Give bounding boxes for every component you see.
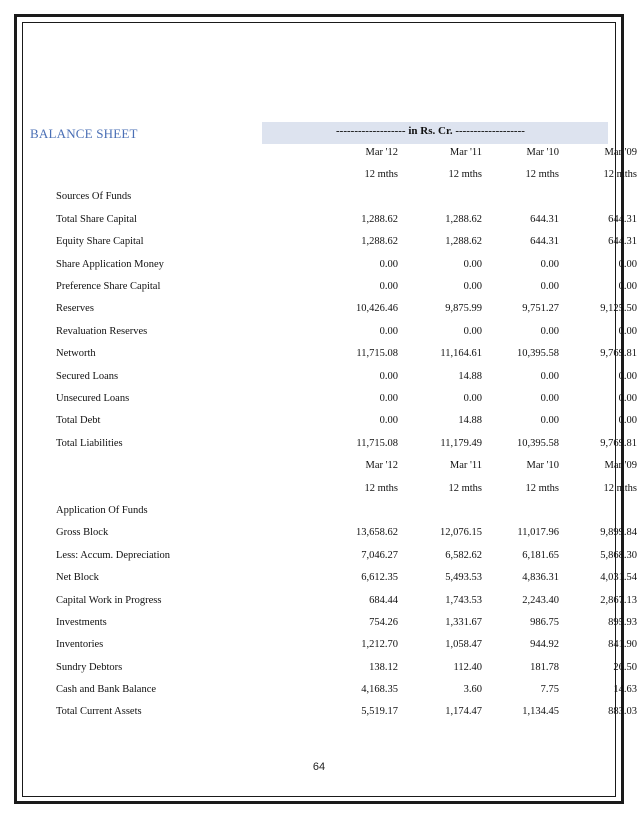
cell-value: 12 mths — [603, 169, 637, 181]
cell-value: 0.00 — [379, 258, 398, 270]
table-row — [56, 499, 637, 521]
row-label: Inventories — [56, 639, 104, 651]
cell-value: 0.00 — [379, 370, 398, 382]
cell-value — [559, 186, 637, 208]
cell-value: 1,058.47 — [445, 639, 482, 651]
row-label — [56, 163, 270, 185]
cell-value: 2,243.40 — [522, 594, 559, 606]
cell-value: 0.00 — [540, 258, 559, 270]
cell-value: 12 mths — [364, 169, 398, 181]
cell-value: 1,743.53 — [445, 594, 482, 606]
cell-value: 0.00 — [618, 325, 637, 337]
cell-value: 26.50 — [613, 661, 637, 673]
cell-value: 5,519.17 — [361, 706, 398, 718]
cell-value: 11,179.49 — [440, 437, 482, 449]
cell-value — [398, 186, 482, 208]
table-row — [56, 343, 637, 365]
table-row — [56, 477, 637, 499]
cell-value: 9,769.81 — [600, 348, 637, 360]
row-label: Total Liabilities — [56, 437, 123, 449]
cell-value: 0.00 — [618, 370, 637, 382]
row-label: Net Block — [56, 572, 99, 584]
cell-value: 12 mths — [603, 482, 637, 494]
cell-value — [559, 499, 637, 521]
row-label: Networth — [56, 348, 96, 360]
cell-value: Mar '12 — [365, 460, 398, 472]
cell-value: 0.00 — [463, 281, 482, 293]
table-row — [56, 589, 637, 611]
cell-value: 0.00 — [540, 325, 559, 337]
cell-value: 5,493.53 — [445, 572, 482, 584]
cell-value: 12 mths — [364, 482, 398, 494]
cell-value: 2,867.13 — [600, 594, 637, 606]
cell-value: 0.00 — [618, 281, 637, 293]
cell-value: 7.75 — [540, 684, 559, 696]
cell-value: 644.31 — [530, 213, 559, 225]
table-row — [56, 163, 637, 185]
cell-value: 12 mths — [525, 482, 559, 494]
cell-value: 0.00 — [463, 258, 482, 270]
row-label: Secured Loans — [56, 370, 119, 382]
cell-value: 14.63 — [613, 684, 637, 696]
cell-value: 0.00 — [379, 415, 398, 427]
cell-value: Mar '11 — [449, 146, 482, 158]
cell-value: 0.00 — [540, 415, 559, 427]
row-label: Reserves — [56, 303, 94, 315]
cell-value: 0.00 — [379, 325, 398, 337]
cell-value: 644.31 — [608, 213, 637, 225]
cell-value: Mar '10 — [526, 460, 559, 472]
page-title: BALANCE SHEET — [30, 126, 138, 141]
cell-value: 1,288.62 — [445, 236, 482, 248]
cell-value: 5,868.30 — [600, 549, 637, 561]
cell-value: 9,125.50 — [600, 303, 637, 315]
table-row — [56, 432, 637, 454]
table-row — [56, 678, 637, 700]
cell-value: 0.00 — [463, 325, 482, 337]
cell-value: 1,288.62 — [361, 213, 398, 225]
cell-value: 0.00 — [540, 281, 559, 293]
cell-value: Mar '12 — [365, 146, 398, 158]
table-row — [56, 186, 637, 208]
cell-value: 0.00 — [540, 392, 559, 404]
cell-value: 1,212.70 — [361, 639, 398, 651]
page-number: 64 — [312, 761, 326, 773]
cell-value: 11,715.08 — [356, 437, 398, 449]
cell-value — [398, 499, 482, 521]
table-row — [56, 634, 637, 656]
cell-value: 9,875.99 — [445, 303, 482, 315]
cell-value: 9,769.81 — [600, 437, 637, 449]
cell-value: 0.00 — [379, 392, 398, 404]
row-label: Sources Of Funds — [56, 191, 132, 203]
table-row — [56, 387, 637, 409]
row-label: Share Application Money — [56, 258, 164, 270]
row-label: Less: Accum. Depreciation — [56, 549, 171, 561]
row-label: Investments — [56, 616, 107, 628]
cell-value: 7,046.27 — [361, 549, 398, 561]
cell-value: 112.40 — [453, 661, 482, 673]
cell-value: 6,582.62 — [445, 549, 482, 561]
cell-value: Mar '10 — [526, 146, 559, 158]
row-label — [56, 454, 270, 476]
cell-value: 11,715.08 — [356, 348, 398, 360]
cell-value: 9,899.84 — [600, 527, 637, 539]
balance-sheet-table — [56, 141, 637, 723]
row-label: Preference Share Capital — [56, 281, 161, 293]
row-label: Cash and Bank Balance — [56, 684, 157, 696]
cell-value: 841.90 — [608, 639, 637, 651]
cell-value: 12,076.15 — [440, 527, 482, 539]
cell-value: 1,288.62 — [445, 213, 482, 225]
table-row — [56, 454, 637, 476]
cell-value: Mar '11 — [449, 460, 482, 472]
cell-value: 12 mths — [525, 169, 559, 181]
table-row — [56, 320, 637, 342]
cell-value: 895.93 — [608, 616, 637, 628]
row-label: Unsecured Loans — [56, 392, 130, 404]
cell-value: 0.00 — [618, 392, 637, 404]
cell-value — [482, 499, 559, 521]
table-row — [56, 275, 637, 297]
row-label: Gross Block — [56, 527, 109, 539]
table-row — [56, 410, 637, 432]
cell-value: 644.31 — [608, 236, 637, 248]
cell-value: 4,031.54 — [600, 572, 637, 584]
cell-value: 0.00 — [618, 415, 637, 427]
cell-value: 9,751.27 — [522, 303, 559, 315]
cell-value: 14.88 — [458, 415, 482, 427]
cell-value — [482, 186, 559, 208]
cell-value — [270, 499, 398, 521]
row-label — [56, 477, 270, 499]
table-row — [56, 208, 637, 230]
cell-value: 10,395.58 — [517, 437, 559, 449]
cell-value: 1,331.67 — [445, 616, 482, 628]
units-label: ------------------- in Rs. Cr. ------------------- — [336, 125, 525, 137]
cell-value: 11,017.96 — [517, 527, 559, 539]
cell-value: 12 mths — [448, 482, 482, 494]
cell-value: 6,181.65 — [522, 549, 559, 561]
table-row — [56, 365, 637, 387]
cell-value: 181.78 — [530, 661, 559, 673]
cell-value: 644.31 — [530, 236, 559, 248]
cell-value: 4,168.35 — [361, 684, 398, 696]
cell-value: 0.00 — [618, 258, 637, 270]
row-label: Capital Work in Progress — [56, 594, 162, 606]
cell-value: 13,658.62 — [356, 527, 398, 539]
cell-value: Mar '09 — [604, 460, 637, 472]
table-row — [56, 253, 637, 275]
cell-value: 6,612.35 — [361, 572, 398, 584]
cell-value: 10,395.58 — [517, 348, 559, 360]
table-row — [56, 611, 637, 633]
cell-value: 0.00 — [540, 370, 559, 382]
cell-value: 12 mths — [448, 169, 482, 181]
cell-value — [270, 186, 398, 208]
cell-value: 986.75 — [530, 616, 559, 628]
table-row — [56, 231, 637, 253]
row-label: Application Of Funds — [56, 504, 148, 516]
cell-value: 754.26 — [369, 616, 398, 628]
row-label: Total Share Capital — [56, 213, 137, 225]
row-label: Equity Share Capital — [56, 236, 144, 248]
cell-value: 4,836.31 — [522, 572, 559, 584]
cell-value: 0.00 — [463, 392, 482, 404]
cell-value: 10,426.46 — [356, 303, 398, 315]
cell-value: 944.92 — [530, 639, 559, 651]
cell-value: 0.00 — [379, 281, 398, 293]
row-label: Total Debt — [56, 415, 101, 427]
cell-value: 3.60 — [463, 684, 482, 696]
table-row — [56, 701, 637, 723]
table-row — [56, 298, 637, 320]
table-row — [56, 544, 637, 566]
cell-value: 684.44 — [369, 594, 398, 606]
row-label: Sundry Debtors — [56, 661, 123, 673]
cell-value: 14.88 — [458, 370, 482, 382]
table-row — [56, 566, 637, 588]
cell-value: 1,288.62 — [361, 236, 398, 248]
row-label: Total Current Assets — [56, 706, 142, 718]
table-row — [56, 522, 637, 544]
cell-value: 1,134.45 — [522, 706, 559, 718]
row-label: Revaluation Reserves — [56, 325, 148, 337]
cell-value: 138.12 — [369, 661, 398, 673]
table-row — [56, 656, 637, 678]
cell-value: 11,164.61 — [440, 348, 482, 360]
cell-value: Mar '09 — [604, 146, 637, 158]
row-label — [56, 141, 270, 163]
cell-value: 883.03 — [608, 706, 637, 718]
table-row — [56, 141, 637, 163]
cell-value: 1,174.47 — [445, 706, 482, 718]
